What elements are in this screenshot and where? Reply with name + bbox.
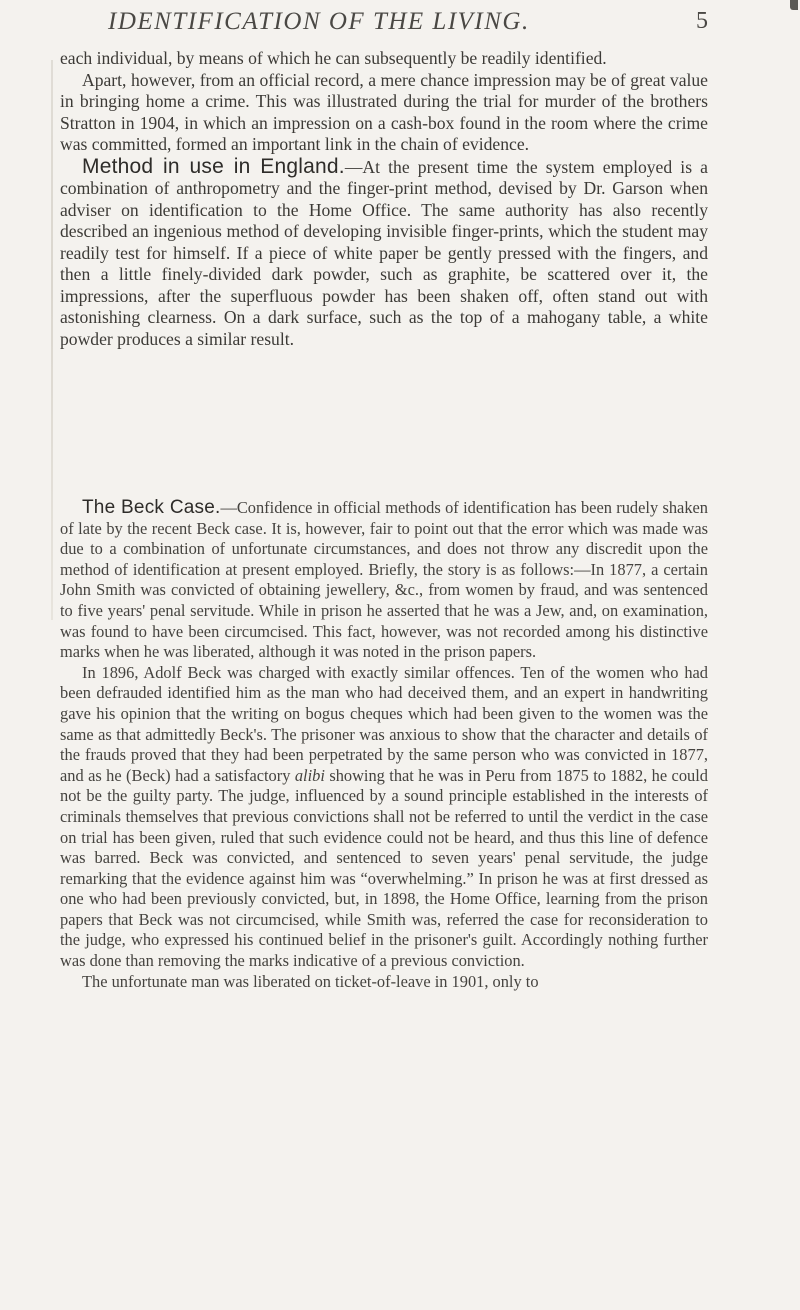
running-title: IDENTIFICATION OF THE LIVING. [108,8,530,35]
section-text-method: —At the present time the system employed is a combination of anthropometry and the finger-print method, devised by Dr. Garson when adviser on identification to the Home Office. The same authority has also recently described an ingenious method of developing invisible finger-prints, which the student may readily test for himself. If a piece of white paper be gently pressed with the fingers, and then a little finely-divided dark powder, such as graphite, be scattered over it, the impressions, after the superfluous powder has been shaken off, often stand out with astonishing clearness. On a dark surface, such as the top of a mahogany table, a white powder produces a similar result. [60,156,708,349]
section-text-beck: —Confidence in official methods of identification has been rudely shaken of late by the recent Beck case. It is, however, fair to point out that the error which was made was due to a combination of unfortunate circumstances, and does not throw any discredit upon the method of identification at present employed. Briefly, the story is as follows:—In 1877, a certain John Smith was convicted of obtaining jewellery, &c., from women by fraud, and was sentenced to five years' penal servitude. While in prison he asserted that he was a Jew, and, on examination, was found to have been circumcised. This fact, however, was not recorded among his distinctive marks when he was liberated, although it was noted in the prison papers. [60,498,708,662]
section-heading-beck: The Beck Case. [82,497,221,518]
body-text-lower [60,498,708,992]
page-header [0,8,800,42]
paragraph-adolf-beck-part1: In 1896, Adolf Beck was charged with exactly similar offences. Ten of the women who had been defrauded identified him as the man who had deceived them, and an expert in handwriting gave his opinion that the writing on bogus cheques which had been given to the women was the same as that admittedly Beck's. The prisoner was anxious to show that the character and details of the frauds proved that they had been perpetrated by the same person who was convicted in 1877, and as he (Beck) had a satisfactory [60,662,708,785]
section-heading-method: Method in use in England. [82,154,345,178]
paragraph-continuation: each individual, by means of which he can subsequently be readily identified. [60,48,607,68]
body-text-upper [60,48,708,350]
paragraph-adolf-beck-part2: showing that he was in Peru from 1875 to 1882, he could not be the guilty party. The judge, influenced by a sound principle established in the interests of criminals themselves that previous convictions shall not be referred to until the verdict in the case on trial has been given, ruled that such evidence could not be heard, and thus this line of defence was barred. Beck was convicted, and sentenced to seven years' penal servitude, the judge remarking that the evidence against him was “overwhelming.” In prison he was at first dressed as one who had been previously convicted, but, in 1898, the Home Office, learning from the prison papers that Beck was not circumcised, while Smith was, referred the case for reconsideration to the judge, who expressed his continued belief in the prisoner's guilt. Accordingly nothing further was done than removing the marks indicative of a previous conviction. [60,765,708,971]
section-method-england [60,156,708,351]
alibi-term: alibi [294,765,325,785]
paragraph-liberation: The unfortunate man was liberated on ticket-of-leave in 1901, only to [82,971,539,991]
section-beck-case [60,498,708,663]
binding-edge [51,60,53,620]
paragraph-stratton: Apart, however, from an official record, a mere chance impression may be of great value in bringing home a crime. This was illustrated during the trial for murder of the brothers Stratton in 1904, in which an impression on a cash-box found in the room where the crime was committed, formed an important link in the chain of evidence. [60,69,708,154]
paragraph-adolf-beck [60,663,708,972]
page-number: 5 [696,8,708,34]
